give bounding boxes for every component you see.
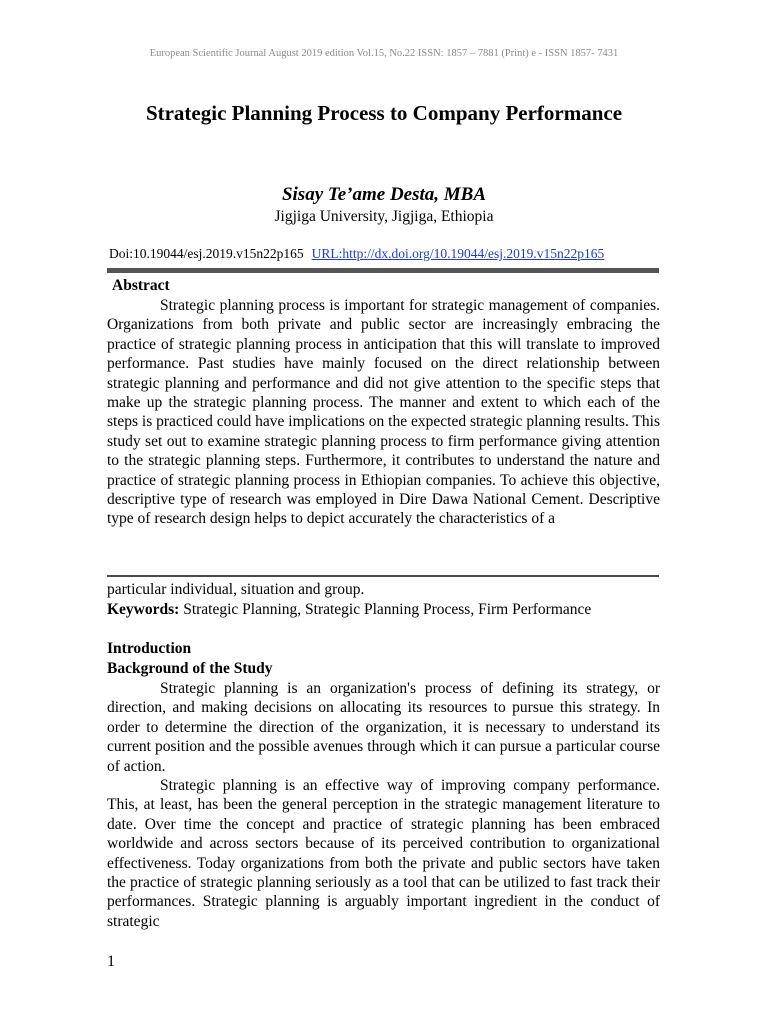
doi-text: Doi:10.19044/esj.2019.v15n22p165 [109, 246, 304, 261]
doi-url-link[interactable]: URL:http://dx.doi.org/10.19044/esj.2019.v15n22p165 [311, 246, 605, 261]
doi-line [109, 246, 604, 262]
abstract-bottom-rule [107, 575, 659, 577]
keywords-label: Keywords: [107, 601, 180, 618]
abstract-heading: Abstract [112, 277, 170, 294]
page-number: 1 [107, 953, 115, 970]
abstract-tail: particular individual, situation and group. [107, 581, 365, 598]
paper-title: Strategic Planning Process to Company Performance [145, 101, 623, 125]
intro-paragraph: Strategic planning is an effective way of improving company performance. This, at least, has been the general perception in the strategic management literature to date. Over time the concept and practice of strategic planning has been embraced worldwide and across sectors because of its perceived contribution to organizational effectiveness. Today organizations from both the private and public sectors have taken the practice of strategic planning seriously as a tool that can be utilized to fast track their performances. Strategic planning is arguably important ingredient in the conduct of strategic [107, 777, 660, 930]
introduction-heading: Introduction [107, 640, 192, 657]
intro-paragraph: Strategic planning is an organization's process of defining its strategy, or direction, and making decisions on allocating its resources to pursue this strategy. In order to determine the direction of the organization, it is necessary to understand its current position and the possible avenues through which it can pursue a particular course of action. [107, 680, 660, 775]
journal-running-header: European Scientific Journal August 2019 edition Vol.15, No.22 ISSN: 1857 – 7881 (Print) e - ISSN 1857- 7431 [149, 48, 619, 59]
abstract-top-rule [107, 268, 659, 273]
author-affiliation: Jigjiga University, Jigjiga, Ethiopia [274, 208, 494, 225]
author-name: Sisay Te’ame Desta, MBA [281, 184, 487, 205]
abstract-body: Strategic planning process is important for strategic management of companies. Organizations from both private and public sector are increasingly embracing the practice of strategic planning process in anticipation that this will translate to improved performance. Past studies have mainly focused on the direct relationship between strategic planning and performance and did not give attention to the specific steps that make up the strategic planning process. The manner and extent to which each of the steps is practiced could have implications on the expected strategic planning results. This study set out to examine strategic planning process to firm performance giving attention to the strategic planning steps. Furthermore, it contributes to understand the nature and practice of strategic planning process in Ethiopian companies. To achieve this objective, descriptive type of research was employed in Dire Dawa National Cement. Descriptive type of research design helps to depict accurately the characteristics of a [107, 297, 660, 528]
keywords-text: Strategic Planning, Strategic Planning Process, Firm Performance [183, 601, 592, 618]
keywords-line [107, 601, 591, 619]
background-subheading: Background of the Study [107, 660, 273, 677]
